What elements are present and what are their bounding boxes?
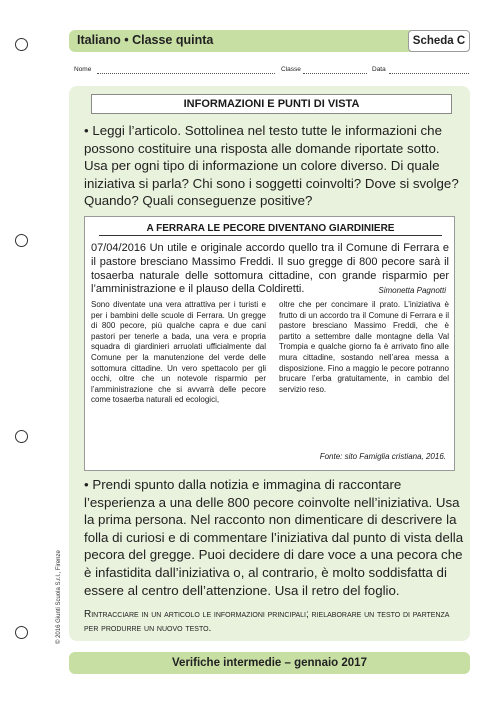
scheda-label: Scheda C — [408, 30, 470, 52]
student-fields — [71, 66, 469, 78]
article-author: Simonetta Pagnotti — [378, 286, 446, 295]
data-line[interactable] — [389, 73, 469, 74]
footer-bar: Verifiche intermedie – gennaio 2017 — [69, 652, 470, 674]
binder-hole-2 — [15, 234, 28, 247]
article-box — [84, 216, 455, 471]
nome-line[interactable] — [97, 73, 275, 74]
data-label: Data — [372, 66, 386, 73]
article-column-left: Sono diventate una vera attrattiva per i turisti e per i bambini delle scuole di Ferrara. Un gregge di 800 pecore, più qualche capra e due cani pastori per tenerle a bada, una vera e propria squadra di giardinieri arruolati ufficialmente dal Comune per la manutenzione del verde delle sottomura cittadine. Un vero spettacolo per gli occhi, oltre che un notevole risparmio per l’amministrazione che si avvarrà delle pecore come tosaerba naturali ed ecologici, — [91, 300, 266, 405]
article-title: A FERRARA LE PECORE DIVENTANO GIARDINIERE — [99, 222, 442, 236]
article-source: Fonte: sito Famiglia cristiana, 2016. — [319, 452, 446, 461]
nome-label: Nome — [74, 66, 92, 73]
binder-hole-3 — [15, 430, 28, 443]
header-title: Italiano • Classe quinta — [77, 33, 214, 47]
binder-hole-1 — [15, 38, 28, 51]
classe-label: Classe — [281, 66, 301, 73]
section-title: INFORMAZIONI E PUNTI DI VISTA — [183, 98, 360, 110]
classe-line[interactable] — [303, 73, 367, 74]
instruction-1: • Leggi l’articolo. Sottolinea nel testo tutte le informazioni che possono costituire una risposta alle domande riportate sotto. Usa per ogni tipo di informazione un colore diverso. Di quale iniziativa si parla? Chi sono i soggetti coinvolti? Dove si svolge? Quando? Quali conseguenze positive? — [84, 123, 459, 209]
article-lead: 07/04/2016 Un utile e originale accordo quello tra il Comune di Ferrara e il pastore bresciano Massimo Freddi. Il suo gregge di 800 pecore sarà il tosaerba naturale delle sottomura cittadine, con grande risparmio per l’amministrazione e il plauso della Coldiretti. — [91, 242, 449, 296]
learning-objective: Rintracciare in un articolo le informazioni principali; rielaborare un testo di partenza per produrre un nuovo testo. — [84, 609, 450, 634]
instruction-2: • Prendi spunto dalla notizia e immagina di raccontare l’esperienza a una delle 800 pecore coinvolte nell’iniziativa. Usa la prima persona. Nel racconto non dimenticare di descrivere la folla di curiosi e di commentare l’iniziativa dal punto di vista della pecora del gregge. Puoi decidere di dare voce a una pecora che è infastidita dall’iniziativa o, al contrario, è molto soddisfatta di essere al centro dell’attenzione. Usa il retro del foglio. — [84, 477, 464, 598]
header-bar — [69, 30, 470, 52]
binder-hole-4 — [15, 626, 28, 639]
copyright: © 2016 Giunti Scuola S.r.l., Firenze — [56, 550, 62, 644]
article-column-right: oltre che per concimare il prato. L’iniziativa è frutto di un accordo tra il Comune di Ferrara e il pastore bresciano Massimo Freddi, che è partito a settembre dalle montagne della Val Trompia e qualche giorno fa è arrivato fino alle mura cittadine, sostando nell’area messa a disposizione. Fino a maggio le pecore potranno brucare l’erba gratuitamente, in cambio del servizio reso. — [279, 300, 449, 394]
section-title-box — [91, 94, 452, 114]
